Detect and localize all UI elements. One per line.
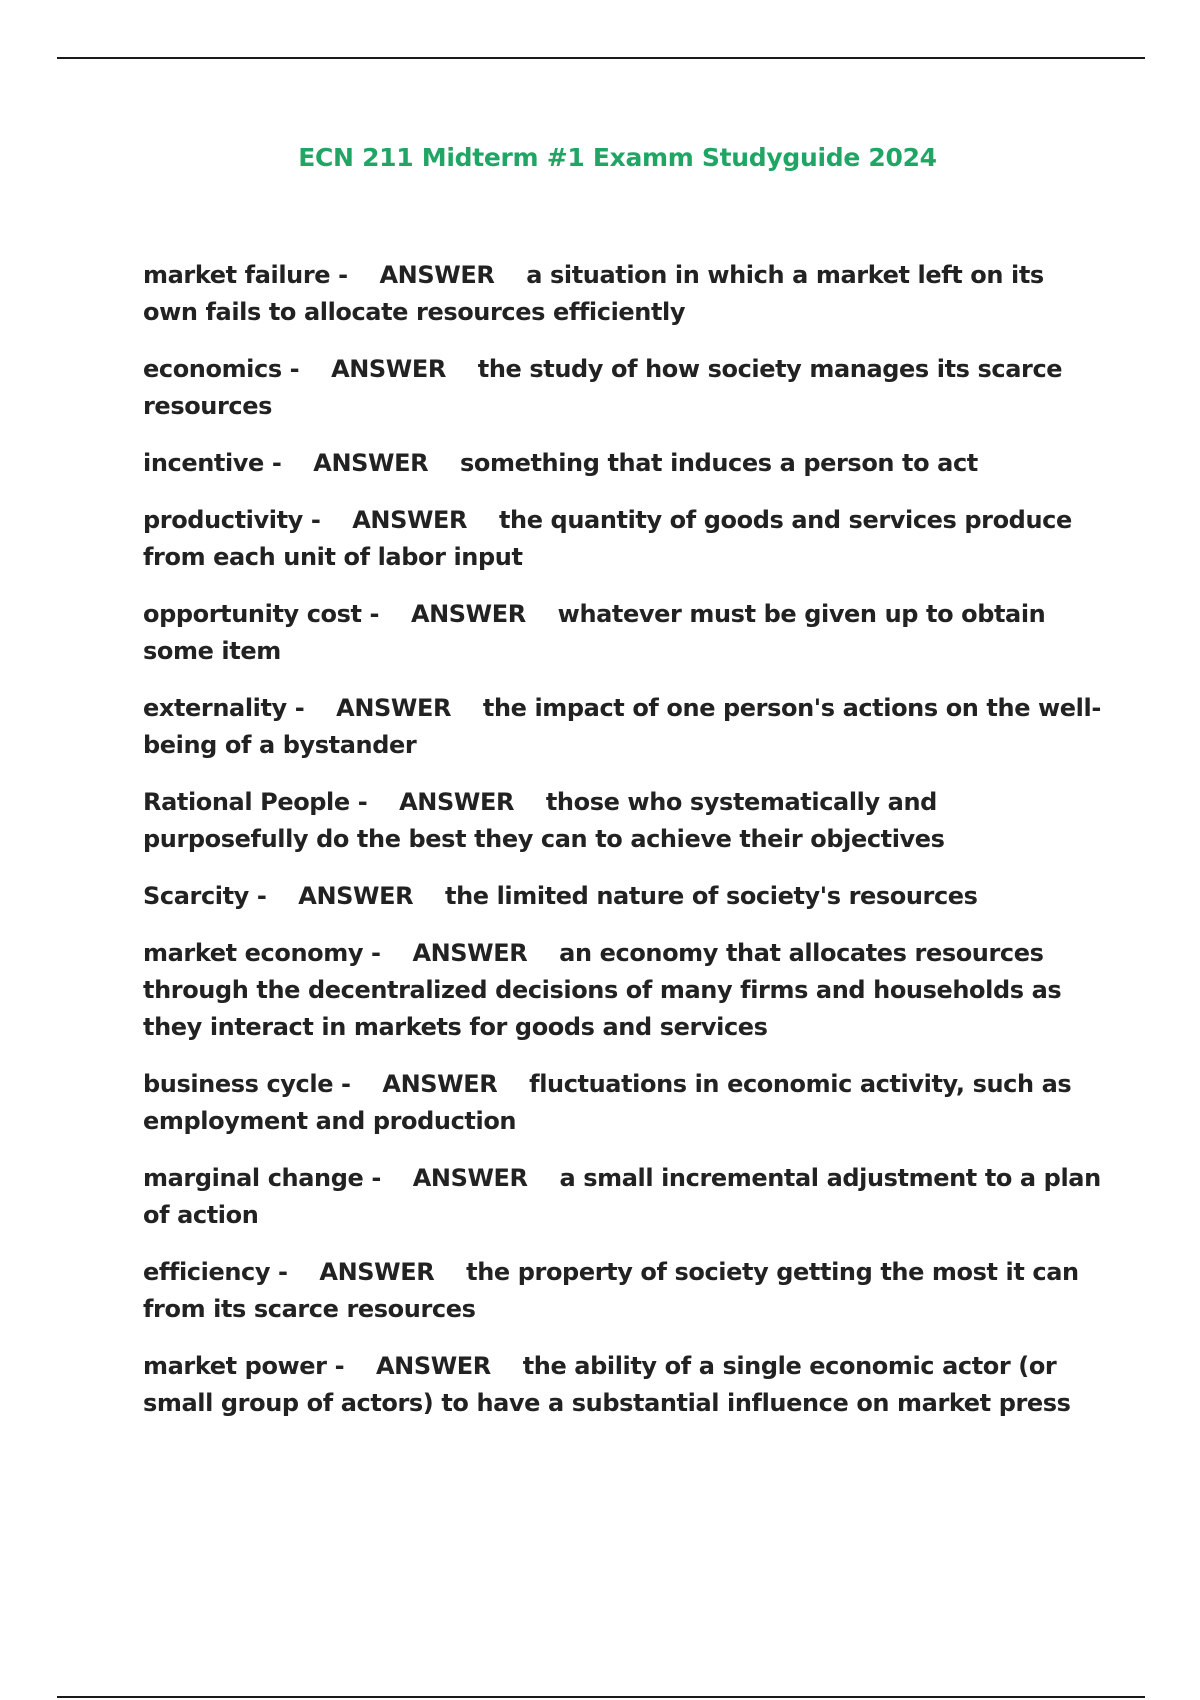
entry-definition: a small incremental adjustment to a plan of action [143,1164,1101,1229]
answer-label: ANSWER [399,788,515,816]
entry-term: market economy [143,939,364,967]
entry-term: externality [143,694,287,722]
answer-label: ANSWER [313,449,429,477]
answer-label: ANSWER [412,1164,528,1192]
flashcard-entry: economics - ANSWER the study of how society manages its scarce resources [143,355,1063,420]
entry-definition: whatever must be given up to obtain some item [143,600,1046,665]
entry-definition: the study of how society manages its scarce resources [143,355,1063,420]
answer-label: ANSWER [352,506,468,534]
entry-definition: the property of society getting the most it can from its scarce resources [143,1258,1079,1323]
answer-label: ANSWER [379,261,495,289]
answer-label: ANSWER [336,694,452,722]
flashcard-entry: productivity - ANSWER the quantity of goods and services produce from each unit of labor input [143,506,1072,571]
entry-definition: the impact of one person's actions on the well-being of a bystander [143,694,1101,759]
answer-label: ANSWER [412,939,528,967]
flashcard-entry: Scarcity - ANSWER the limited nature of society's resources [143,882,978,910]
entry-definition: the limited nature of society's resources [445,882,978,910]
entry-term: Scarcity [143,882,249,910]
entry-definition: something that induces a person to act [460,449,978,477]
entry-definition: those who systematically and purposefully do the best they can to achieve their objectives [143,788,945,853]
entry-term: productivity [143,506,303,534]
entry-term: economics [143,355,282,383]
flashcard-entry: efficiency - ANSWER the property of society getting the most it can from its scarce resources [143,1258,1079,1323]
entry-definition: an economy that allocates resources through the decentralized decisions of many firms and households as they interact in markets for goods and services [143,939,1062,1041]
entry-term: opportunity cost [143,600,362,628]
entry-definition: the ability of a single economic actor (or small group of actors) to have a substantial influence on market press [143,1352,1071,1417]
entry-term: market power [143,1352,327,1380]
flashcard-entry: market economy - ANSWER an economy that allocates resources through the decentralized decisions of many firms and households as they interact in markets for goods and services [143,939,1062,1041]
flashcard-entry: externality - ANSWER the impact of one person's actions on the well-being of a bystander [143,694,1101,759]
answer-label: ANSWER [375,1352,491,1380]
footer-rule [57,1696,1145,1698]
entry-term: marginal change [143,1164,364,1192]
flashcard-entry: incentive - ANSWER something that induces a person to act [143,449,978,477]
answer-label: ANSWER [331,355,446,383]
flashcard-entry: Rational People - ANSWER those who systematically and purposefully do the best they can to achieve their objectives [143,788,945,853]
entry-definition: a situation in which a market left on its own fails to allocate resources efficiently [143,261,1044,326]
answer-label: ANSWER [298,882,414,910]
entry-definition: the quantity of goods and services produce from each unit of labor input [143,506,1072,571]
answer-label: ANSWER [382,1070,498,1098]
answer-label: ANSWER [410,600,526,628]
flashcard-entry: business cycle - ANSWER fluctuations in economic activity, such as employment and production [143,1070,1072,1135]
entry-definition: fluctuations in economic activity, such as employment and production [143,1070,1072,1135]
flashcard-entry: opportunity cost - ANSWER whatever must be given up to obtain some item [143,600,1046,665]
entry-term: Rational People [143,788,350,816]
flashcard-entry: marginal change - ANSWER a small incremental adjustment to a plan of action [143,1164,1101,1229]
flashcard-list [143,257,1103,1442]
entry-term: efficiency [143,1258,271,1286]
flashcard-entry: market failure - ANSWER a situation in which a market left on its own fails to allocate resources efficiently [143,261,1044,326]
entry-term: market failure [143,261,331,289]
answer-label: ANSWER [319,1258,435,1286]
entry-term: business cycle [143,1070,334,1098]
flashcard-entry: market power - ANSWER the ability of a single economic actor (or small group of actors) to have a substantial influence on market press [143,1352,1071,1417]
entry-term: incentive [143,449,264,477]
header-rule [57,57,1145,59]
page-title: ECN 211 Midterm #1 Examm Studyguide 2024 [298,143,937,172]
